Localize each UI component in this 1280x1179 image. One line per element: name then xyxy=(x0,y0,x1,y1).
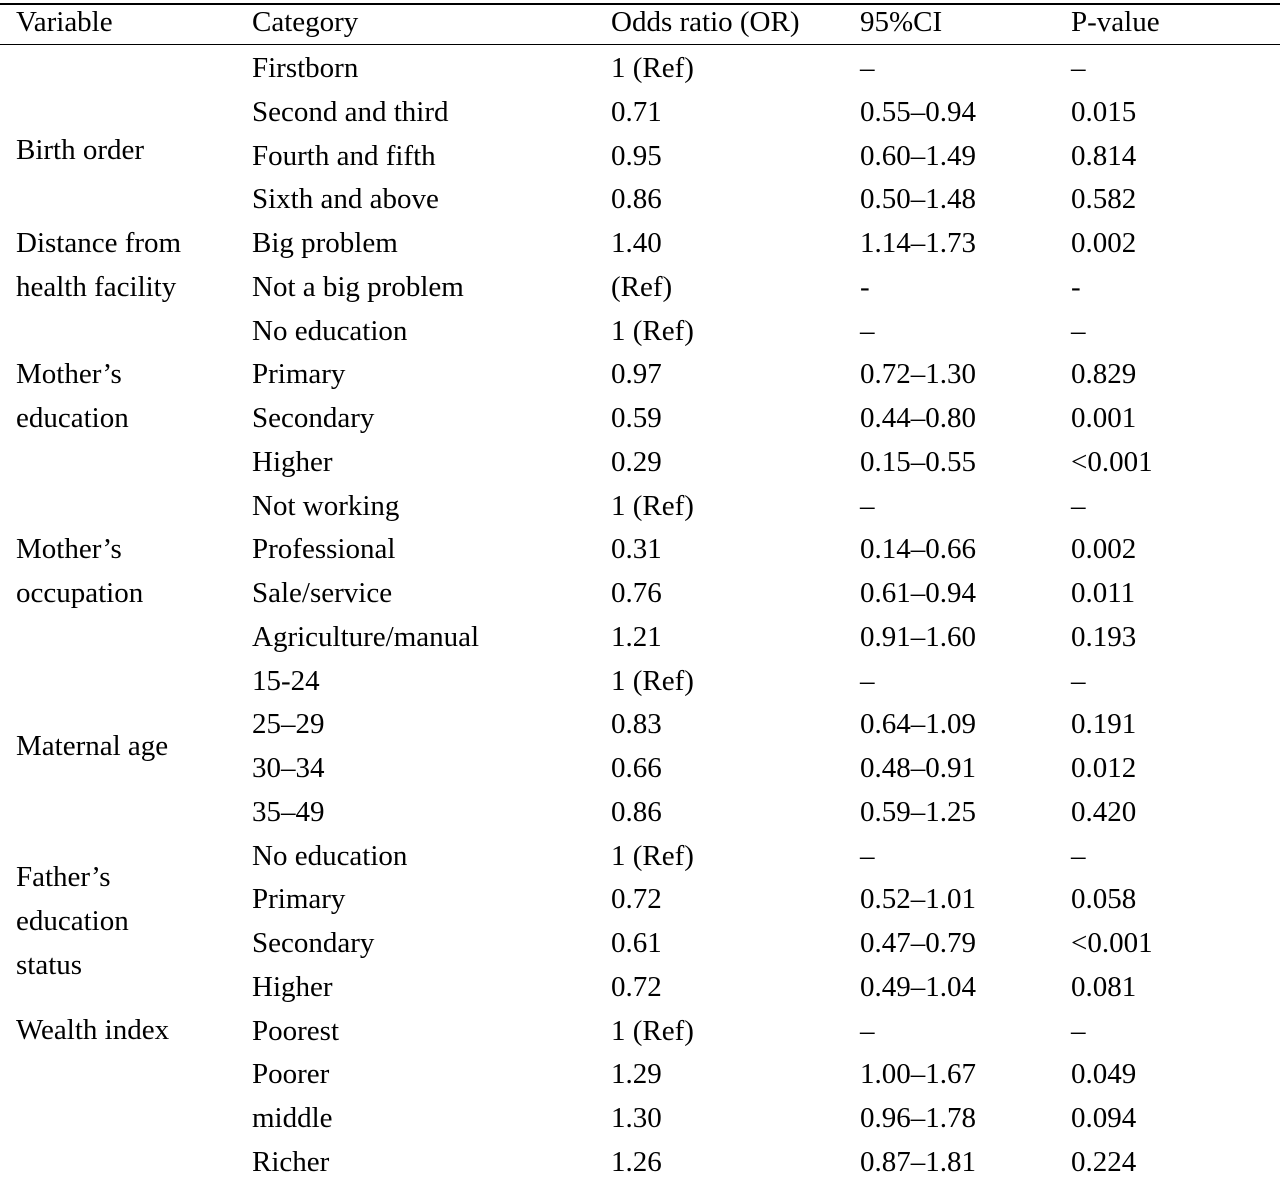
row-p-value: 0.582 xyxy=(1071,183,1137,216)
row-category: Poorer xyxy=(252,1058,330,1091)
row-p-value: 0.081 xyxy=(1071,970,1137,1003)
variable-label: education xyxy=(16,402,129,434)
row-odds-ratio: 0.97 xyxy=(611,358,662,391)
row-category: Richer xyxy=(252,1145,330,1178)
row-category: No education xyxy=(252,314,408,347)
row-p-value: 0.829 xyxy=(1071,358,1137,391)
row-p-value: <0.001 xyxy=(1071,927,1153,959)
row-p-value: 0.191 xyxy=(1071,708,1137,741)
row-ci: 0.72–1.30 xyxy=(860,358,976,391)
row-p-value: – xyxy=(1071,52,1086,84)
row-category: 35–49 xyxy=(252,795,325,828)
row-ci: 1.14–1.73 xyxy=(860,227,976,259)
row-category: 30–34 xyxy=(252,752,325,784)
variable-label: Birth order xyxy=(16,134,145,166)
row-ci: – xyxy=(860,314,875,347)
row-p-value: 0.193 xyxy=(1071,620,1137,653)
row-ci: – xyxy=(860,489,875,522)
variable-label: Mother’s xyxy=(16,358,122,390)
row-category: Second and third xyxy=(252,95,449,128)
row-odds-ratio: 1 (Ref) xyxy=(611,489,694,522)
row-category: Poorest xyxy=(252,1014,339,1047)
row-p-value: 0.224 xyxy=(1071,1145,1137,1178)
row-category: Not working xyxy=(252,489,400,522)
row-odds-ratio: 1.30 xyxy=(611,1102,662,1134)
row-category: Professional xyxy=(252,533,396,566)
row-odds-ratio: 0.72 xyxy=(611,970,662,1003)
row-p-value: 0.058 xyxy=(1071,883,1137,916)
row-p-value: 0.015 xyxy=(1071,95,1137,128)
row-category: Agriculture/manual xyxy=(252,620,480,653)
row-category: Primary xyxy=(252,358,346,391)
row-p-value: 0.002 xyxy=(1071,227,1137,259)
row-p-value: – xyxy=(1071,664,1086,697)
row-odds-ratio: 0.61 xyxy=(611,927,662,959)
row-ci: 0.91–1.60 xyxy=(860,620,976,653)
row-ci: 0.52–1.01 xyxy=(860,883,976,916)
row-odds-ratio: 1 (Ref) xyxy=(611,664,694,697)
row-category: 15-24 xyxy=(252,664,320,697)
row-odds-ratio: 0.95 xyxy=(611,139,662,172)
row-odds-ratio: 0.83 xyxy=(611,708,662,741)
row-p-value: <0.001 xyxy=(1071,445,1153,478)
row-p-value: 0.094 xyxy=(1071,1102,1137,1134)
row-category: Secondary xyxy=(252,402,375,434)
row-ci: 0.44–0.80 xyxy=(860,402,976,434)
row-ci: 0.55–0.94 xyxy=(860,95,976,128)
header-odds-ratio: Odds ratio (OR) xyxy=(611,6,800,38)
row-ci: 0.47–0.79 xyxy=(860,927,976,959)
row-odds-ratio: 0.71 xyxy=(611,95,662,128)
row-odds-ratio: 0.86 xyxy=(611,183,662,216)
header-variable: Variable xyxy=(16,6,113,38)
header-p-value: P-value xyxy=(1071,6,1160,38)
row-category: No education xyxy=(252,839,408,872)
row-p-value: 0.420 xyxy=(1071,795,1137,828)
row-ci: 0.49–1.04 xyxy=(860,970,976,1003)
variable-label: Maternal age xyxy=(16,730,169,762)
variable-label: Wealth index xyxy=(16,1014,170,1046)
row-ci: 1.00–1.67 xyxy=(860,1058,976,1091)
row-odds-ratio: 1.26 xyxy=(611,1145,662,1178)
row-odds-ratio: 1 (Ref) xyxy=(611,1014,694,1047)
row-ci: 0.64–1.09 xyxy=(860,708,976,741)
row-ci: – xyxy=(860,664,875,697)
row-category: Higher xyxy=(252,970,333,1003)
row-p-value: 0.012 xyxy=(1071,752,1137,784)
row-p-value: – xyxy=(1071,1014,1086,1047)
row-ci: 0.15–0.55 xyxy=(860,445,976,478)
variable-label: occupation xyxy=(16,577,144,609)
variable-label: Father’s xyxy=(16,861,111,893)
row-ci: 0.87–1.81 xyxy=(860,1145,976,1178)
row-ci: 0.59–1.25 xyxy=(860,795,976,828)
row-odds-ratio: 0.31 xyxy=(611,533,662,566)
row-odds-ratio: 1 (Ref) xyxy=(611,314,694,347)
row-odds-ratio: 1 (Ref) xyxy=(611,52,694,84)
header-category: Category xyxy=(252,6,359,38)
variable-label: education xyxy=(16,905,129,937)
variable-label: status xyxy=(16,949,83,981)
row-p-value: – xyxy=(1071,839,1086,872)
row-p-value: – xyxy=(1071,314,1086,347)
row-category: Secondary xyxy=(252,927,375,959)
row-category: Sixth and above xyxy=(252,183,439,216)
row-odds-ratio: 1 (Ref) xyxy=(611,839,694,872)
row-category: Firstborn xyxy=(252,52,359,84)
row-p-value: 0.002 xyxy=(1071,533,1137,566)
row-category: middle xyxy=(252,1102,333,1134)
row-ci: – xyxy=(860,839,875,872)
row-category: Primary xyxy=(252,883,346,916)
row-ci: – xyxy=(860,1014,875,1047)
header-ci: 95%CI xyxy=(860,6,943,38)
row-category: Fourth and fifth xyxy=(252,139,436,172)
row-category: Big problem xyxy=(252,227,398,259)
row-odds-ratio: 1.40 xyxy=(611,227,662,259)
row-p-value: 0.049 xyxy=(1071,1058,1137,1091)
row-ci: 0.61–0.94 xyxy=(860,577,976,609)
row-p-value: - xyxy=(1071,270,1081,303)
variable-label: health facility xyxy=(16,271,177,303)
row-ci: 0.50–1.48 xyxy=(860,183,976,216)
row-odds-ratio: 1.21 xyxy=(611,620,662,653)
row-p-value: – xyxy=(1071,489,1086,522)
row-odds-ratio: 0.72 xyxy=(611,883,662,916)
row-ci: – xyxy=(860,52,875,84)
row-odds-ratio: 0.76 xyxy=(611,577,662,609)
variable-label: Distance from xyxy=(16,227,182,259)
variable-label: Mother’s xyxy=(16,533,122,565)
row-odds-ratio: 0.86 xyxy=(611,795,662,828)
row-ci: 0.96–1.78 xyxy=(860,1102,976,1134)
row-ci: - xyxy=(860,270,870,303)
row-ci: 0.14–0.66 xyxy=(860,533,976,566)
row-p-value: 0.001 xyxy=(1071,402,1137,434)
row-p-value: 0.011 xyxy=(1071,577,1136,609)
row-odds-ratio: 1.29 xyxy=(611,1058,662,1091)
row-ci: 0.60–1.49 xyxy=(860,139,976,172)
row-category: 25–29 xyxy=(252,708,325,741)
row-odds-ratio: 0.66 xyxy=(611,752,662,784)
row-category: Higher xyxy=(252,445,333,478)
row-category: Not a big problem xyxy=(252,270,464,303)
row-odds-ratio: (Ref) xyxy=(611,270,673,303)
row-odds-ratio: 0.59 xyxy=(611,402,662,434)
table-header-rule xyxy=(0,44,1280,45)
row-odds-ratio: 0.29 xyxy=(611,445,662,478)
row-category: Sale/service xyxy=(252,577,393,609)
row-p-value: 0.814 xyxy=(1071,139,1137,172)
row-ci: 0.48–0.91 xyxy=(860,752,976,784)
